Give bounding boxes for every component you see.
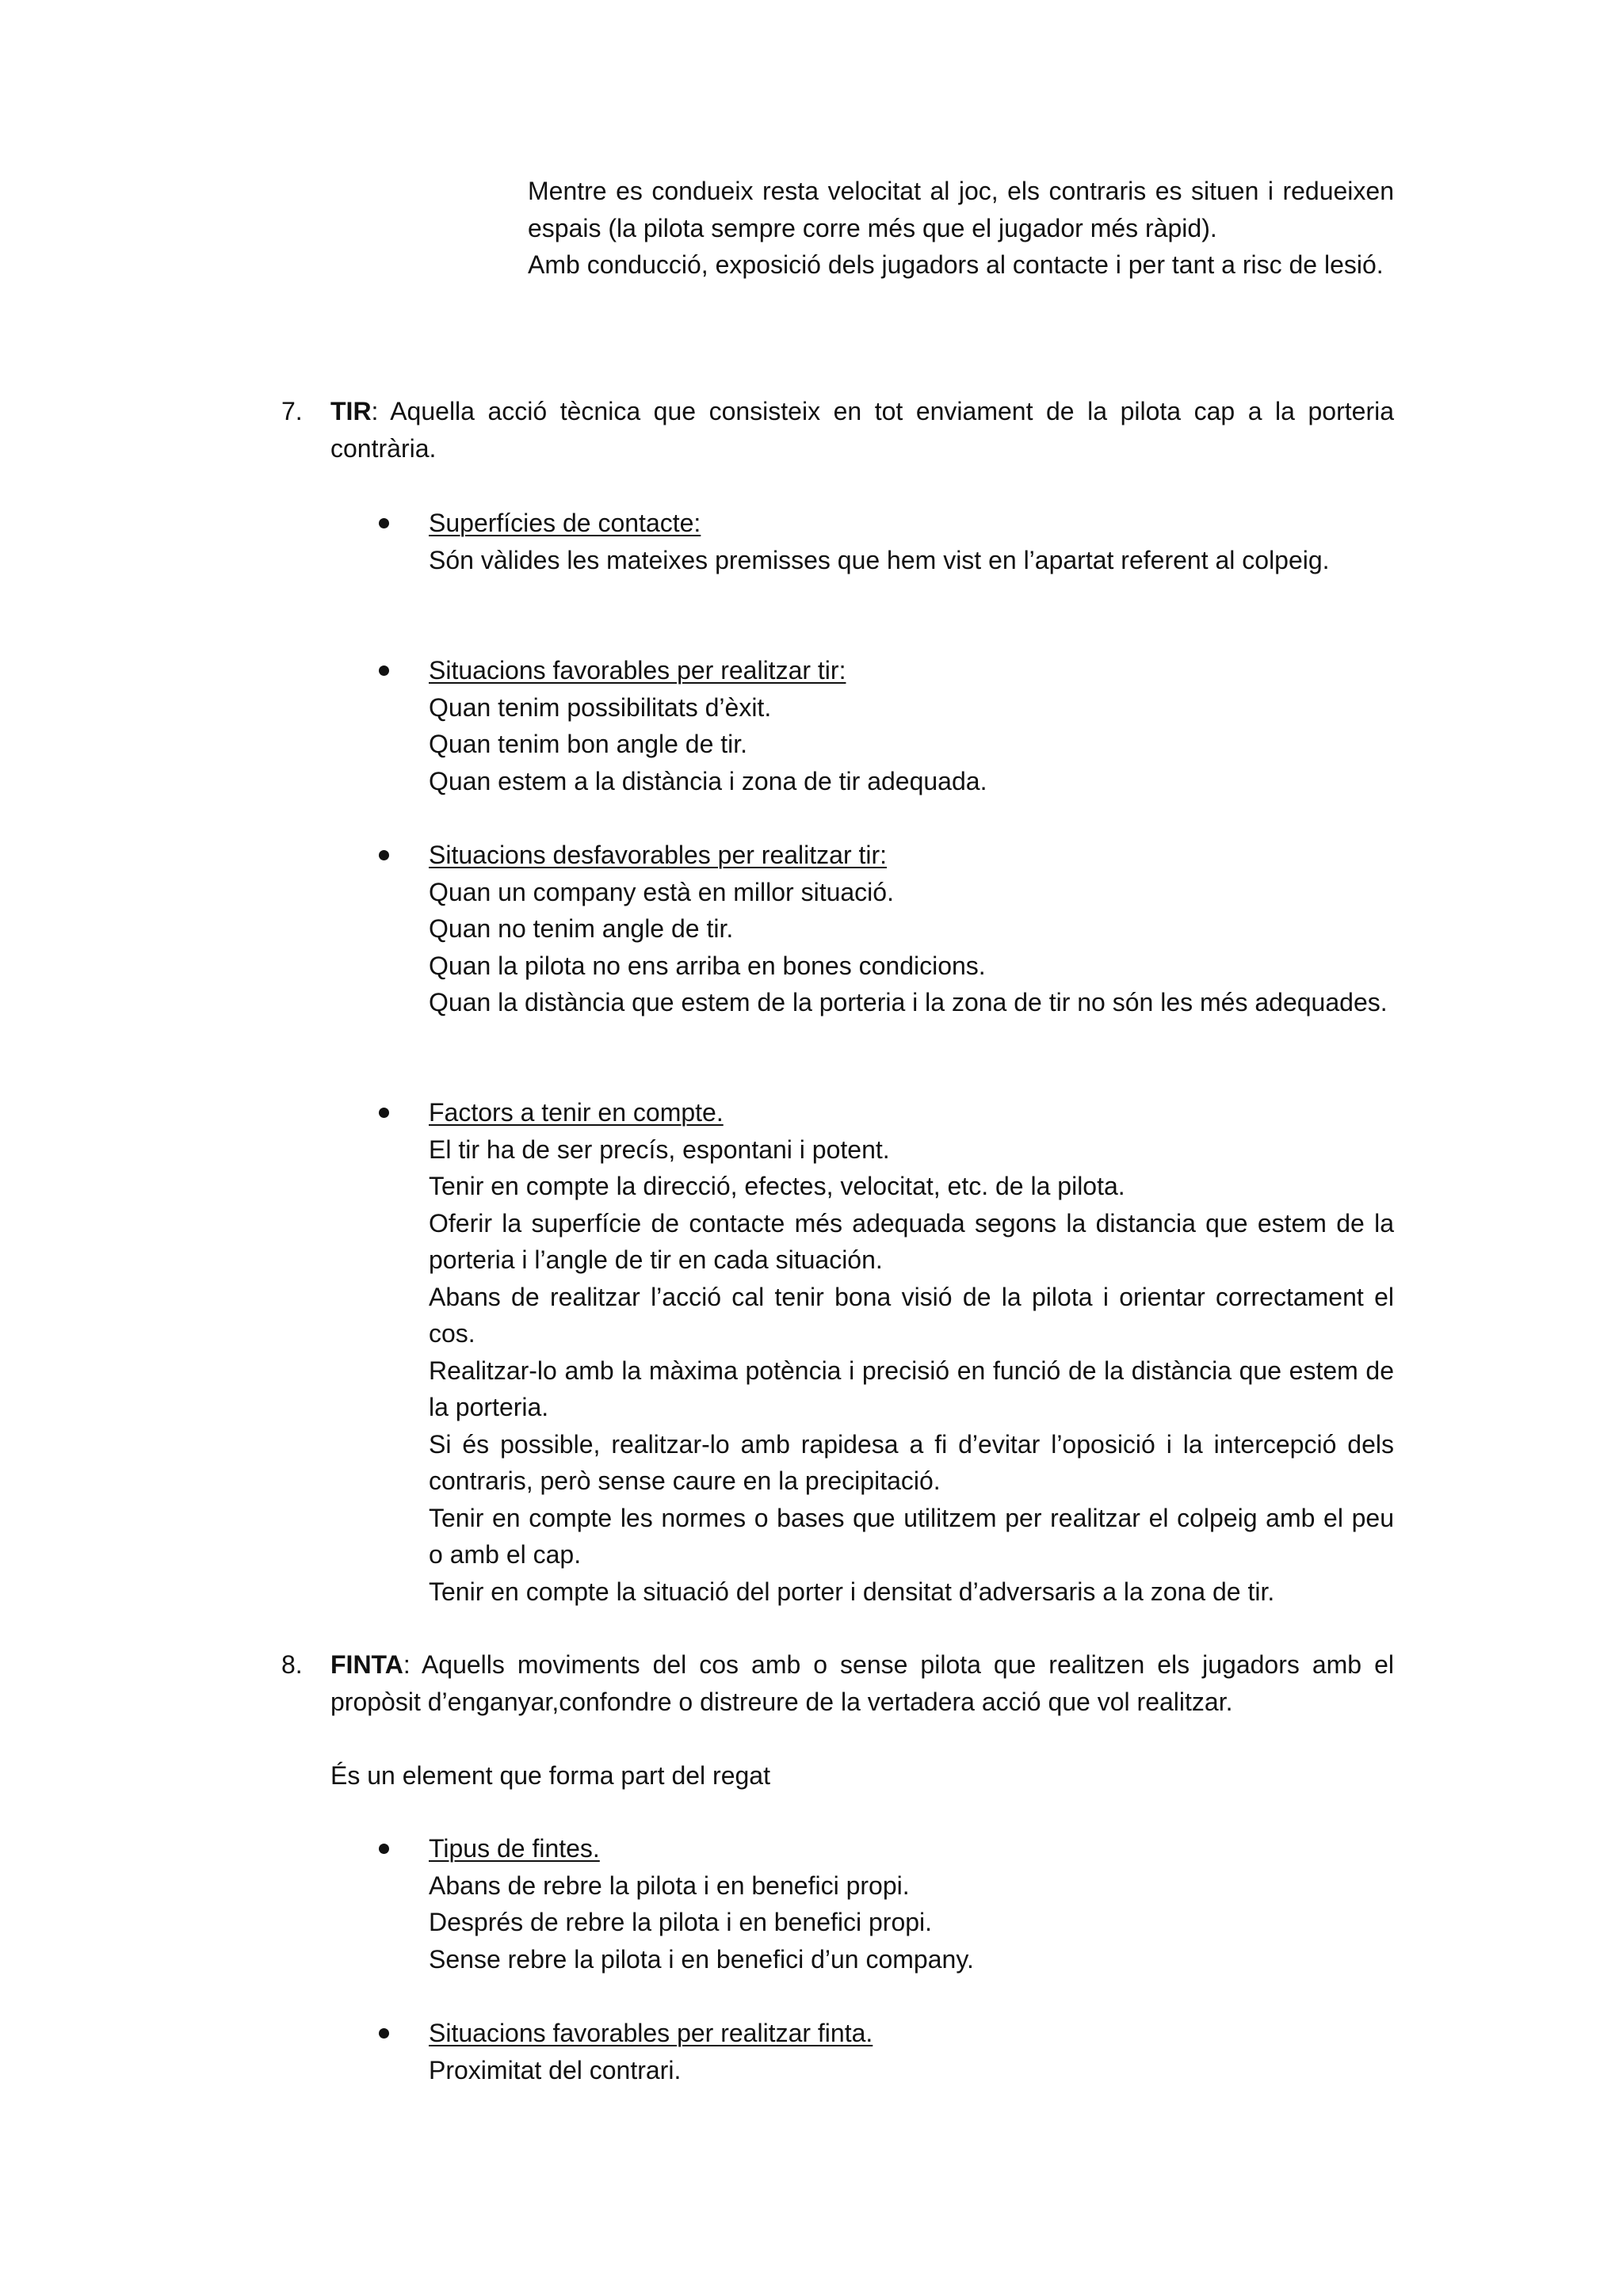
bullet-line: Abans de realitzar l’acció cal tenir bona visió de la pilota i orientar correctament el cos. — [429, 1282, 1394, 1348]
paragraph: Mentre es condueix resta velocitat al joc, els contraris es situen i redueixen espais (la pilota sempre corre més que el jugador més ràpid). — [528, 177, 1394, 242]
continuation-block — [528, 173, 1394, 284]
list-number: 8. — [281, 1650, 303, 1679]
bullet-line: Abans de rebre la pilota i en benefici propi. — [429, 1871, 910, 1900]
bullet-item — [429, 2015, 1394, 2088]
bullet-title: Factors a tenir en compte. — [429, 1098, 724, 1127]
bullet-item — [429, 837, 1394, 1021]
bullet-line: Tenir en compte la direcció, efectes, velocitat, etc. de la pilota. — [429, 1172, 1125, 1200]
bullet-item — [429, 652, 1394, 799]
bullet-line: Proximitat del contrari. — [429, 2055, 682, 2084]
section-term: TIR — [330, 397, 372, 425]
section-term: FINTA — [330, 1650, 403, 1679]
bullet-line: Quan tenim bon angle de tir. — [429, 730, 748, 758]
bullet-line: Sense rebre la pilota i en benefici d’un company. — [429, 1944, 974, 1974]
definition-text: : Aquella acció tècnica que consisteix en tot enviament de la pilota cap a la porteria contrària. — [330, 397, 1394, 463]
bullet-title: Superfícies de contacte: — [429, 509, 701, 537]
bullet-line: Tenir en compte la situació del porter i densitat d’adversaris a la zona de tir. — [429, 1577, 1275, 1606]
bullet-line: Si és possible, realitzar-lo amb rapidesa a fi d’evitar l’oposició i la intercepció dels contraris, però sense caure en la precipitació. — [429, 1429, 1394, 1495]
bullet-line: Quan un company està en millor situació. — [429, 877, 894, 906]
list-number: 7. — [281, 397, 303, 425]
bullet-line: Tenir en compte les normes o bases que utilitzem per realitzar el colpeig amb el peu o amb el cap. — [429, 1503, 1394, 1569]
bullet-icon — [379, 1108, 389, 1118]
bullet-icon — [379, 850, 389, 860]
bullet-icon — [379, 518, 389, 528]
bullet-line: Després de rebre la pilota i en benefici propi. — [429, 1908, 933, 1936]
bullet-line: El tir ha de ser precís, espontani i potent. — [429, 1135, 890, 1164]
definition-paragraph — [330, 393, 1394, 467]
section-note — [330, 1757, 1394, 1794]
bullet-icon — [379, 2028, 389, 2039]
bullet-line: Quan estem a la distància i zona de tir adequada. — [429, 766, 987, 795]
bullet-line: Realitzar-lo amb la màxima potència i precisió en funció de la distància que estem de la porteria. — [429, 1356, 1394, 1421]
bullet-line: Quan la distància que estem de la porteria i la zona de tir no són les més adequades. — [429, 988, 1388, 1016]
bullet-title: Situacions favorables per realitzar tir: — [429, 656, 846, 685]
bullet-line: Són vàlides les mateixes premisses que hem vist en l’apartat referent al colpeig. — [429, 545, 1330, 574]
definition-paragraph — [330, 1646, 1394, 1720]
bullet-line: Quan tenim possibilitats d’èxit. — [429, 692, 772, 722]
note-text: És un element que forma part del regat — [330, 1761, 770, 1790]
bullet-line: Oferir la superfície de contacte més adequada segons la distancia que estem de la porteria i l’angle de tir en cada situación. — [429, 1208, 1394, 1274]
bullet-title: Situacions favorables per realitzar finta. — [429, 2019, 873, 2047]
definition-text: : Aquells moviments del cos amb o sense pilota que realitzen els jugadors amb el propòsit d’enganyar,confondre o distreure de la vertadera acció que vol realitzar. — [330, 1650, 1394, 1716]
bullet-item — [429, 505, 1394, 578]
bullet-line: Quan no tenim angle de tir. — [429, 914, 734, 943]
bullet-icon — [379, 666, 389, 676]
bullet-line: Quan la pilota no ens arriba en bones condicions. — [429, 951, 986, 980]
section-definition — [330, 393, 1394, 467]
bullet-title: Situacions desfavorables per realitzar tir: — [429, 841, 888, 869]
paragraph: Amb conducció, exposició dels jugadors al contacte i per tant a risc de lesió. — [528, 250, 1384, 279]
bullet-item — [429, 1094, 1394, 1610]
section-definition — [330, 1646, 1394, 1720]
bullet-icon — [379, 1844, 389, 1854]
bullet-title: Tipus de fintes. — [429, 1834, 600, 1863]
bullet-item — [429, 1830, 1394, 1978]
